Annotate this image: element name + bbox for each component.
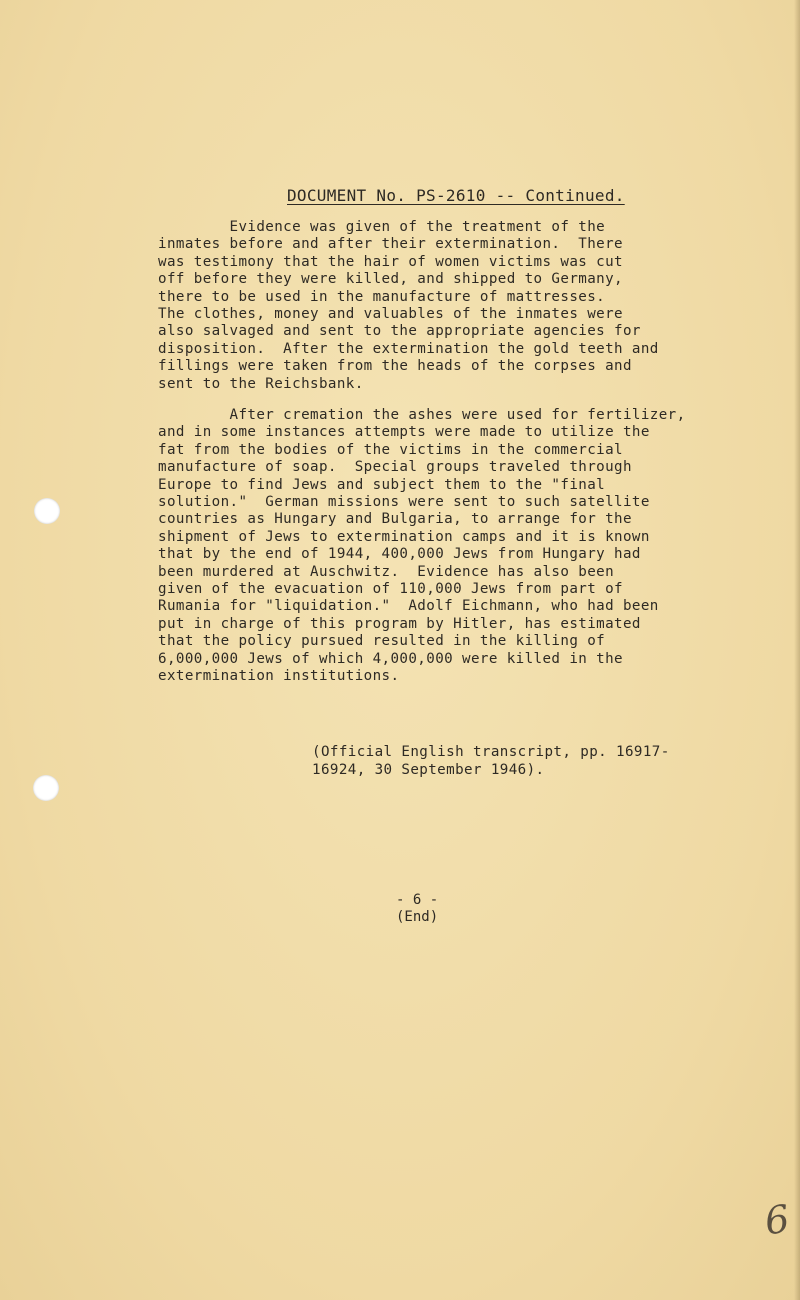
handwritten-page-mark: 6 <box>762 1196 793 1244</box>
text-line: inmates before and after their extermination. There <box>158 236 623 253</box>
text-line: The clothes, money and valuables of the inmates were <box>158 306 623 323</box>
text-line: been murdered at Auschwitz. Evidence has also been <box>158 563 615 580</box>
text-line: solution." German missions were sent to such satellite <box>158 494 650 511</box>
page-edge-shadow <box>794 0 800 1300</box>
text-line: manufacture of soap. Special groups traveled through <box>158 459 632 476</box>
text-line: 6,000,000 Jews of which 4,000,000 were killed in the <box>158 650 623 667</box>
text-line: sent to the Reichsbank. <box>158 375 364 392</box>
text-line: also salvaged and sent to the appropriate agencies for <box>158 323 641 340</box>
end-mark: (End) <box>396 909 439 925</box>
text-line: that the policy pursued resulted in the killing of <box>158 633 606 650</box>
paragraph-cremation-and-final-solution <box>158 407 738 686</box>
text-line: disposition. After the extermination the gold teeth and <box>158 340 659 357</box>
punch-hole-lower <box>33 775 59 801</box>
text-line: After cremation the ashes were used for fertilizer, <box>158 407 686 423</box>
document-heading: DOCUMENT No. PS-2610 -- Continued. <box>287 186 625 205</box>
text-line: put in charge of this program by Hitler, has estimated <box>158 615 641 632</box>
text-line: there to be used in the manufacture of mattresses. <box>158 288 606 305</box>
text-line: Europe to find Jews and subject them to the "final <box>158 476 606 493</box>
text-line: that by the end of 1944, 400,000 Jews from Hungary had <box>158 546 641 563</box>
text-line: Rumania for "liquidation." Adolf Eichmann, who had been <box>158 598 659 615</box>
text-line: was testimony that the hair of women victims was cut <box>158 253 623 270</box>
text-line: Evidence was given of the treatment of the <box>158 219 606 235</box>
text-line: countries as Hungary and Bulgaria, to arrange for the <box>158 511 632 528</box>
page-footer <box>396 892 438 926</box>
page-number: - 6 - <box>396 892 439 908</box>
text-line: given of the evacuation of 110,000 Jews from part of <box>158 581 623 598</box>
paragraph-treatment-of-inmates <box>158 219 738 393</box>
transcript-citation <box>312 744 670 779</box>
text-line: off before they were killed, and shipped to Germany, <box>158 271 623 288</box>
text-line: fat from the bodies of the victims in the commercial <box>158 441 623 458</box>
text-line: shipment of Jews to extermination camps and it is known <box>158 528 650 545</box>
text-line: fillings were taken from the heads of the corpses and <box>158 358 632 375</box>
citation-line: (Official English transcript, pp. 16917- <box>312 744 670 760</box>
citation-line: 16924, 30 September 1946). <box>312 761 545 778</box>
text-line: extermination institutions. <box>158 668 400 685</box>
punch-hole-upper <box>34 498 60 524</box>
text-line: and in some instances attempts were made to utilize the <box>158 424 650 441</box>
